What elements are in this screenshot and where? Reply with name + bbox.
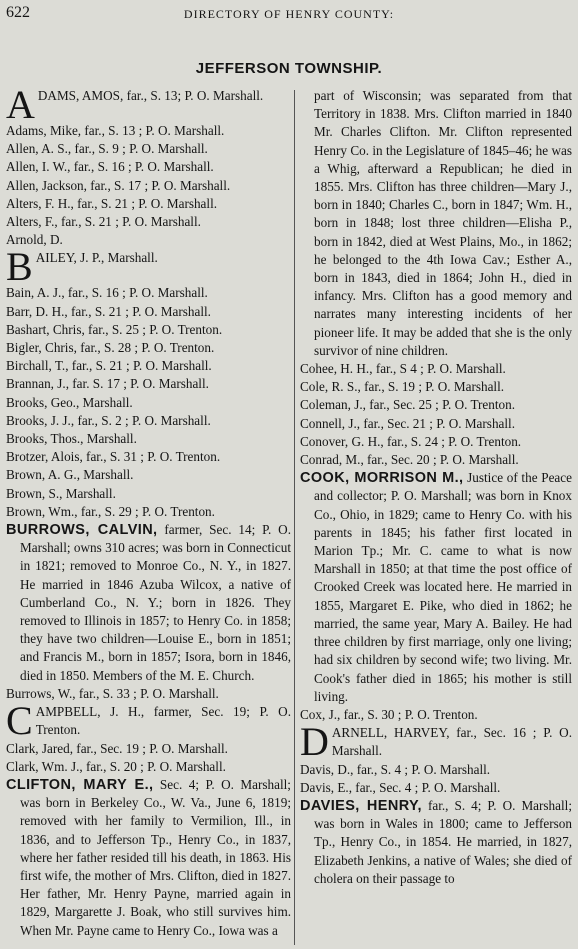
drop-cap-letter: B [6, 244, 33, 290]
directory-entry: Burrows, W., far., S. 33 ; P. O. Marshall. [6, 685, 219, 701]
entry-name: DAVIES, HENRY, [300, 797, 422, 814]
directory-entry-drop-cap [300, 719, 572, 765]
directory-entry: Brown, Wm., far., S. 29 ; P. O. Trenton. [6, 503, 215, 519]
entry-text: AMPBELL, J. H., farmer, Sec. 19; P. O. Trenton. [35, 704, 291, 738]
right-column [300, 87, 572, 888]
directory-entry: Clark, Wm. J., far., S. 20 ; P. O. Marshall. [6, 758, 226, 774]
directory-entry: Bashart, Chris, far., S. 25 ; P. O. Trenton. [6, 321, 223, 337]
directory-entry: Brown, S., Marshall. [6, 485, 116, 501]
entry-text: Sec. 4; P. O. Marshall; was born in Berkeley Co., W. Va., June 6, 1819; removed with her family to Vermilion, Ill., in 1836, and to Jefferson Tp., Henry Co., in 1837, where her father resided till his death, in 1863. His first wife, the mother of Mrs. Clifton, died in 1827. Her father, Mr. Henry Payne, married again in 1829, Margarette J. Boak, who still survives him. When Mr. Payne came to Henry Co., Iowa was a [20, 776, 291, 938]
directory-entry: Cole, R. S., far., S. 19 ; P. O. Marshall. [300, 379, 505, 395]
directory-entry: Connell, J., far., Sec. 21 ; P. O. Marshall. [300, 415, 516, 431]
directory-entry: Allen, Jackson, far., S. 17 ; P. O. Marshall. [6, 177, 231, 193]
directory-entry: Bigler, Chris, far., S. 28 ; P. O. Trenton. [6, 340, 215, 356]
entry-text: ARNELL, HARVEY, far., Sec. 16 ; P. O. Marshall. [331, 725, 572, 759]
directory-entry: Brooks, Geo., Marshall. [6, 394, 133, 410]
directory-entry: Coleman, J., far., Sec. 25 ; P. O. Trenton. [300, 397, 516, 413]
directory-entry: Davis, E., far., Sec. 4 ; P. O. Marshall. [300, 779, 501, 795]
directory-entry: Allen, A. S., far., S. 9 ; P. O. Marshall. [6, 141, 208, 157]
entry-name: CLIFTON, MARY E., [6, 776, 154, 793]
directory-entry: Arnold, D. [6, 232, 63, 248]
directory-entry-drop-cap [6, 82, 291, 127]
directory-entry: Barr, D. H., far., S. 21 ; P. O. Marshall. [6, 303, 211, 319]
page-number: 622 [6, 4, 30, 21]
entry-name: COOK, MORRISON M., [300, 470, 464, 487]
directory-entry: Davis, D., far., S. 4 ; P. O. Marshall. [300, 761, 491, 777]
directory-entry: Birchall, T., far., S. 21 ; P. O. Marshall. [6, 358, 212, 374]
directory-entry: Brotzer, Alois, far., S. 31 ; P. O. Trenton. [6, 449, 221, 465]
directory-entry: Alters, F., far., S. 21 ; P. O. Marshall. [6, 214, 201, 230]
entry-text: DAMS, AMOS, far., S. 13; P. O. Marshall. [37, 88, 264, 103]
directory-entry: Brannan, J., far. S. 17 ; P. O. Marshall. [6, 376, 209, 392]
directory-entry: Adams, Mike, far., S. 13 ; P. O. Marshall. [6, 123, 225, 138]
entry-text: farmer, Sec. 14; P. O. Marshall; owns 310 acres; was born in Connecticut in 1821; removed to Monroe Co., N. Y., in 1827. He married in 1846 Azuba Wilcox, a native of Cumberland Co., N. Y.; born in 1826. They removed to Illinois in 1857; to Henry Co. in 1858; they have two children—Louise E., born in 1851; and Francis M., born in 1857; Isora, born in 1846, died in 1850. Members of the M. E. Church. [20, 522, 291, 683]
entry-text: Justice of the Peace and collector; P. O. Marshall; was born in Knox Co., Ohio, in 1829; came to Henry Co. with his parents in 1845; his father first located in Marion Tp.; Mr. C. came to what is now Marshall in 1850; at that time the post office of Crooked Creek was located here. He married in 1855, Margaret E. Pike, who died in 1862; he married, the same year, Mary A. Bailey. He had three children by first marriage, only one living; had six children by second wife; two living. Mr. Cook's father died in 1865; his mother is still living. [314, 470, 572, 704]
column-divider [294, 90, 295, 945]
directory-entry: Brooks, Thos., Marshall. [6, 431, 137, 447]
continued-text: part of Wisconsin; was separated from that Territory in 1838. Mrs. Clifton married in 1840 Mr. Charles Clifton. Mr. Clifton represented Henry Co. in the Legislature of 1845–46; he was a Whig, afterward a Republican; he died in 1855. Mrs. Clifton has three children—Mary J., born in 1840; Charles C., born in 1847; Wm. H., born in 1848; lost three children—Elisha P., born in 1842, died at West Plains, Mo., in 1862; he belonged to the 4th Iowa Cav.; Esther A., born in 1843, died in 1864; John H., died in infancy. Mrs. Clifton has a good memory and narrates many interesting incidents of her pioneer life. It may be added that she is the only survivor of nine children. [314, 88, 572, 358]
directory-entry: Allen, I. W., far., S. 16 ; P. O. Marshall. [6, 159, 214, 175]
entry-name: BURROWS, CALVIN, [6, 522, 158, 539]
directory-entry: Brown, A. G., Marshall. [6, 467, 134, 483]
biography-entry [6, 521, 291, 685]
entry-text: far., S. 4; P. O. Marshall; was born in Wales in 1800; came to Jefferson Tp., Henry Co., in 1854. He married, in 1827, Elizabeth Jenkins, a native of Wales; she died of cholera on their passage to [314, 797, 572, 886]
drop-cap-letter: D [300, 719, 329, 765]
biography-entry [6, 776, 291, 940]
biography-entry [300, 797, 572, 888]
entry-text: AILEY, J. P., Marshall. [35, 250, 158, 266]
directory-entry: Conover, G. H., far., S. 24 ; P. O. Trenton. [300, 433, 522, 449]
directory-entry: Alters, F. H., far., S. 21 ; P. O. Marshall. [6, 195, 218, 211]
left-column [6, 82, 291, 940]
drop-cap-letter: C [6, 698, 33, 744]
drop-cap-letter: A [6, 82, 35, 127]
running-title: DIRECTORY OF HENRY COUNTY: [183, 7, 395, 21]
directory-entry: Brooks, J. J., far., S. 2 ; P. O. Marshall. [6, 412, 211, 428]
directory-entry: Cohee, H. H., far., S 4 ; P. O. Marshall. [300, 361, 506, 377]
section-title: JEFFERSON TOWNSHIP. [195, 60, 383, 77]
directory-entry: Cox, J., far., S. 30 ; P. O. Trenton. [300, 706, 478, 722]
directory-entry: Bain, A. J., far., S. 16 ; P. O. Marshall. [6, 285, 208, 301]
directory-entry-drop-cap [6, 244, 291, 290]
directory-entry: Clark, Jared, far., Sec. 19 ; P. O. Marshall. [6, 740, 228, 756]
directory-entry: Conrad, M., far., Sec. 20 ; P. O. Marshall. [300, 452, 519, 468]
running-header [0, 2, 578, 24]
directory-entry-drop-cap [6, 698, 291, 744]
biography-entry [300, 469, 572, 706]
